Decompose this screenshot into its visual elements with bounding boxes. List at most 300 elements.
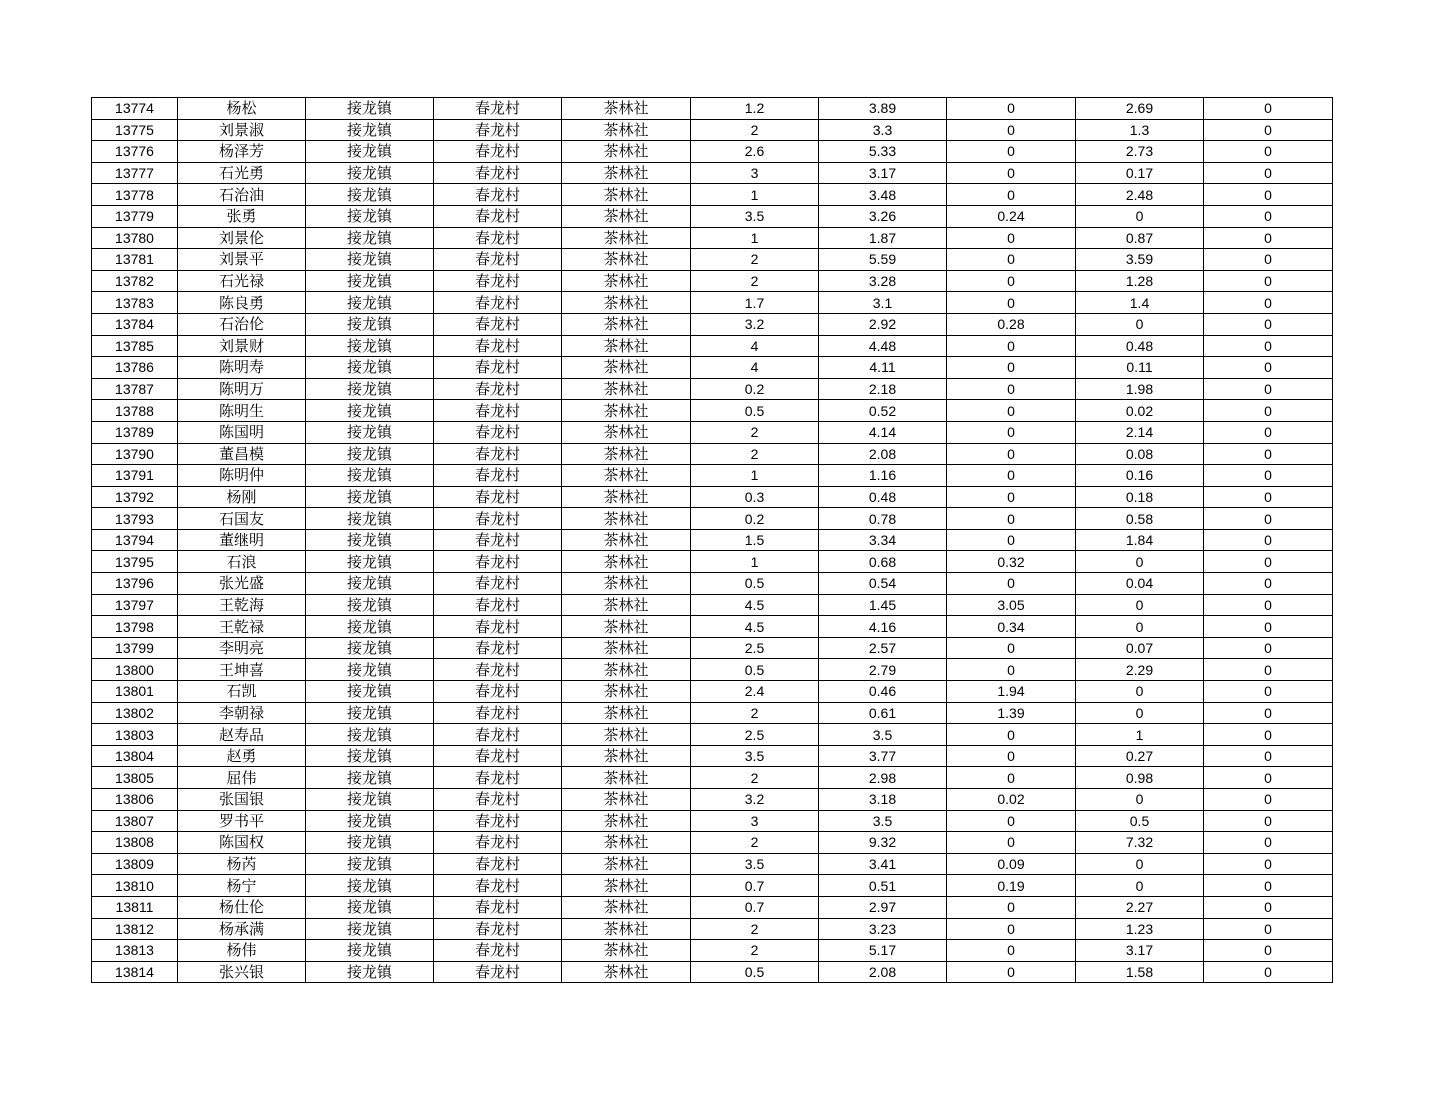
group-cell: 茶林社 xyxy=(562,681,691,703)
value3-cell: 0 xyxy=(947,724,1076,746)
town-cell: 接龙镇 xyxy=(306,659,434,681)
id-cell: 13775 xyxy=(92,119,178,141)
value4-cell: 0 xyxy=(1076,702,1204,724)
group-cell: 茶林社 xyxy=(562,875,691,897)
value2-cell: 3.5 xyxy=(819,724,947,746)
value1-cell: 4.5 xyxy=(691,594,819,616)
town-cell: 接龙镇 xyxy=(306,141,434,163)
id-cell: 13790 xyxy=(92,443,178,465)
name-cell: 陈明仲 xyxy=(178,465,306,487)
village-cell: 春龙村 xyxy=(434,961,562,983)
name-cell: 杨仕伦 xyxy=(178,896,306,918)
value5-cell: 0 xyxy=(1204,681,1333,703)
id-cell: 13814 xyxy=(92,961,178,983)
value2-cell: 3.23 xyxy=(819,918,947,940)
value1-cell: 3.5 xyxy=(691,853,819,875)
town-cell: 接龙镇 xyxy=(306,551,434,573)
group-cell: 茶林社 xyxy=(562,119,691,141)
id-cell: 13791 xyxy=(92,465,178,487)
village-cell: 春龙村 xyxy=(434,249,562,271)
name-cell: 石光勇 xyxy=(178,162,306,184)
value3-cell: 0.02 xyxy=(947,789,1076,811)
value3-cell: 0 xyxy=(947,637,1076,659)
group-cell: 茶林社 xyxy=(562,141,691,163)
value4-cell: 2.29 xyxy=(1076,659,1204,681)
village-cell: 春龙村 xyxy=(434,573,562,595)
value1-cell: 2.4 xyxy=(691,681,819,703)
name-cell: 赵寿品 xyxy=(178,724,306,746)
name-cell: 石光禄 xyxy=(178,270,306,292)
value2-cell: 0.54 xyxy=(819,573,947,595)
value1-cell: 0.7 xyxy=(691,875,819,897)
table-row xyxy=(92,961,1333,983)
id-cell: 13803 xyxy=(92,724,178,746)
table-body xyxy=(92,98,1333,983)
value3-cell: 0 xyxy=(947,141,1076,163)
value5-cell: 0 xyxy=(1204,357,1333,379)
value1-cell: 1.7 xyxy=(691,292,819,314)
value5-cell: 0 xyxy=(1204,292,1333,314)
value1-cell: 2 xyxy=(691,767,819,789)
value4-cell: 1 xyxy=(1076,724,1204,746)
id-cell: 13789 xyxy=(92,421,178,443)
town-cell: 接龙镇 xyxy=(306,465,434,487)
value5-cell: 0 xyxy=(1204,335,1333,357)
name-cell: 石治油 xyxy=(178,184,306,206)
group-cell: 茶林社 xyxy=(562,637,691,659)
value2-cell: 2.08 xyxy=(819,443,947,465)
town-cell: 接龙镇 xyxy=(306,853,434,875)
table-row xyxy=(92,724,1333,746)
village-cell: 春龙村 xyxy=(434,184,562,206)
value5-cell: 0 xyxy=(1204,98,1333,120)
table-row xyxy=(92,573,1333,595)
value1-cell: 2 xyxy=(691,249,819,271)
town-cell: 接龙镇 xyxy=(306,702,434,724)
value3-cell: 0 xyxy=(947,292,1076,314)
value3-cell: 0 xyxy=(947,810,1076,832)
town-cell: 接龙镇 xyxy=(306,249,434,271)
value5-cell: 0 xyxy=(1204,529,1333,551)
value2-cell: 3.34 xyxy=(819,529,947,551)
id-cell: 13812 xyxy=(92,918,178,940)
value2-cell: 3.17 xyxy=(819,162,947,184)
town-cell: 接龙镇 xyxy=(306,810,434,832)
value5-cell: 0 xyxy=(1204,832,1333,854)
name-cell: 陈良勇 xyxy=(178,292,306,314)
value2-cell: 9.32 xyxy=(819,832,947,854)
value1-cell: 1.2 xyxy=(691,98,819,120)
group-cell: 茶林社 xyxy=(562,227,691,249)
value2-cell: 3.5 xyxy=(819,810,947,832)
id-cell: 13799 xyxy=(92,637,178,659)
value5-cell: 0 xyxy=(1204,875,1333,897)
value3-cell: 0.19 xyxy=(947,875,1076,897)
name-cell: 陈明寿 xyxy=(178,357,306,379)
group-cell: 茶林社 xyxy=(562,659,691,681)
table-row xyxy=(92,400,1333,422)
value1-cell: 1 xyxy=(691,465,819,487)
name-cell: 石浪 xyxy=(178,551,306,573)
value3-cell: 0 xyxy=(947,832,1076,854)
id-cell: 13804 xyxy=(92,745,178,767)
id-cell: 13801 xyxy=(92,681,178,703)
value4-cell: 1.58 xyxy=(1076,961,1204,983)
town-cell: 接龙镇 xyxy=(306,961,434,983)
id-cell: 13778 xyxy=(92,184,178,206)
table-row xyxy=(92,551,1333,573)
village-cell: 春龙村 xyxy=(434,551,562,573)
value1-cell: 2.5 xyxy=(691,724,819,746)
value4-cell: 0 xyxy=(1076,594,1204,616)
value3-cell: 0 xyxy=(947,378,1076,400)
id-cell: 13774 xyxy=(92,98,178,120)
value5-cell: 0 xyxy=(1204,400,1333,422)
group-cell: 茶林社 xyxy=(562,421,691,443)
id-cell: 13783 xyxy=(92,292,178,314)
value1-cell: 2 xyxy=(691,119,819,141)
value5-cell: 0 xyxy=(1204,853,1333,875)
village-cell: 春龙村 xyxy=(434,896,562,918)
name-cell: 石治伦 xyxy=(178,313,306,335)
id-cell: 13782 xyxy=(92,270,178,292)
value2-cell: 0.52 xyxy=(819,400,947,422)
name-cell: 刘景平 xyxy=(178,249,306,271)
value5-cell: 0 xyxy=(1204,162,1333,184)
value2-cell: 1.45 xyxy=(819,594,947,616)
value1-cell: 0.5 xyxy=(691,400,819,422)
value3-cell: 0 xyxy=(947,918,1076,940)
value4-cell: 0.18 xyxy=(1076,486,1204,508)
value2-cell: 3.41 xyxy=(819,853,947,875)
value5-cell: 0 xyxy=(1204,421,1333,443)
id-cell: 13798 xyxy=(92,616,178,638)
table-row xyxy=(92,227,1333,249)
name-cell: 刘景淑 xyxy=(178,119,306,141)
value5-cell: 0 xyxy=(1204,508,1333,530)
town-cell: 接龙镇 xyxy=(306,313,434,335)
group-cell: 茶林社 xyxy=(562,357,691,379)
name-cell: 李朝禄 xyxy=(178,702,306,724)
table-row xyxy=(92,249,1333,271)
name-cell: 李明亮 xyxy=(178,637,306,659)
table-row xyxy=(92,205,1333,227)
value5-cell: 0 xyxy=(1204,637,1333,659)
value1-cell: 2 xyxy=(691,270,819,292)
id-cell: 13793 xyxy=(92,508,178,530)
name-cell: 张兴银 xyxy=(178,961,306,983)
value5-cell: 0 xyxy=(1204,270,1333,292)
value2-cell: 0.46 xyxy=(819,681,947,703)
value4-cell: 1.98 xyxy=(1076,378,1204,400)
value3-cell: 0.24 xyxy=(947,205,1076,227)
town-cell: 接龙镇 xyxy=(306,573,434,595)
name-cell: 陈明万 xyxy=(178,378,306,400)
group-cell: 茶林社 xyxy=(562,335,691,357)
village-cell: 春龙村 xyxy=(434,205,562,227)
id-cell: 13802 xyxy=(92,702,178,724)
value3-cell: 0 xyxy=(947,98,1076,120)
value4-cell: 0 xyxy=(1076,789,1204,811)
id-cell: 13777 xyxy=(92,162,178,184)
value2-cell: 3.3 xyxy=(819,119,947,141)
value4-cell: 0 xyxy=(1076,875,1204,897)
value1-cell: 3.5 xyxy=(691,745,819,767)
village-cell: 春龙村 xyxy=(434,940,562,962)
village-cell: 春龙村 xyxy=(434,313,562,335)
value5-cell: 0 xyxy=(1204,465,1333,487)
village-cell: 春龙村 xyxy=(434,162,562,184)
value2-cell: 0.51 xyxy=(819,875,947,897)
id-cell: 13796 xyxy=(92,573,178,595)
value5-cell: 0 xyxy=(1204,810,1333,832)
table-row xyxy=(92,767,1333,789)
value1-cell: 2 xyxy=(691,832,819,854)
group-cell: 茶林社 xyxy=(562,508,691,530)
group-cell: 茶林社 xyxy=(562,616,691,638)
value3-cell: 0 xyxy=(947,573,1076,595)
value4-cell: 1.28 xyxy=(1076,270,1204,292)
town-cell: 接龙镇 xyxy=(306,443,434,465)
town-cell: 接龙镇 xyxy=(306,594,434,616)
town-cell: 接龙镇 xyxy=(306,875,434,897)
value3-cell: 0 xyxy=(947,465,1076,487)
id-cell: 13811 xyxy=(92,896,178,918)
village-cell: 春龙村 xyxy=(434,637,562,659)
name-cell: 刘景财 xyxy=(178,335,306,357)
name-cell: 王乾海 xyxy=(178,594,306,616)
id-cell: 13787 xyxy=(92,378,178,400)
value3-cell: 1.94 xyxy=(947,681,1076,703)
value1-cell: 2.6 xyxy=(691,141,819,163)
town-cell: 接龙镇 xyxy=(306,896,434,918)
village-cell: 春龙村 xyxy=(434,832,562,854)
value4-cell: 2.73 xyxy=(1076,141,1204,163)
value3-cell: 0 xyxy=(947,400,1076,422)
value5-cell: 0 xyxy=(1204,896,1333,918)
data-table xyxy=(91,97,1333,983)
value4-cell: 0.27 xyxy=(1076,745,1204,767)
group-cell: 茶林社 xyxy=(562,98,691,120)
name-cell: 石国友 xyxy=(178,508,306,530)
value2-cell: 1.87 xyxy=(819,227,947,249)
value4-cell: 0 xyxy=(1076,681,1204,703)
village-cell: 春龙村 xyxy=(434,616,562,638)
table-row xyxy=(92,465,1333,487)
table-row xyxy=(92,270,1333,292)
town-cell: 接龙镇 xyxy=(306,508,434,530)
id-cell: 13807 xyxy=(92,810,178,832)
value3-cell: 0 xyxy=(947,227,1076,249)
value4-cell: 0.08 xyxy=(1076,443,1204,465)
group-cell: 茶林社 xyxy=(562,702,691,724)
value5-cell: 0 xyxy=(1204,745,1333,767)
id-cell: 13780 xyxy=(92,227,178,249)
value3-cell: 0 xyxy=(947,767,1076,789)
value3-cell: 0.32 xyxy=(947,551,1076,573)
id-cell: 13795 xyxy=(92,551,178,573)
value1-cell: 2.5 xyxy=(691,637,819,659)
value5-cell: 0 xyxy=(1204,119,1333,141)
value3-cell: 0 xyxy=(947,745,1076,767)
value1-cell: 0.7 xyxy=(691,896,819,918)
value4-cell: 2.48 xyxy=(1076,184,1204,206)
value1-cell: 0.5 xyxy=(691,573,819,595)
group-cell: 茶林社 xyxy=(562,205,691,227)
town-cell: 接龙镇 xyxy=(306,227,434,249)
value3-cell: 0 xyxy=(947,421,1076,443)
town-cell: 接龙镇 xyxy=(306,98,434,120)
value2-cell: 0.48 xyxy=(819,486,947,508)
village-cell: 春龙村 xyxy=(434,594,562,616)
value5-cell: 0 xyxy=(1204,616,1333,638)
village-cell: 春龙村 xyxy=(434,400,562,422)
town-cell: 接龙镇 xyxy=(306,789,434,811)
village-cell: 春龙村 xyxy=(434,508,562,530)
table-row xyxy=(92,832,1333,854)
value3-cell: 0.28 xyxy=(947,313,1076,335)
town-cell: 接龙镇 xyxy=(306,940,434,962)
town-cell: 接龙镇 xyxy=(306,119,434,141)
id-cell: 13786 xyxy=(92,357,178,379)
value1-cell: 1 xyxy=(691,551,819,573)
value4-cell: 0.07 xyxy=(1076,637,1204,659)
value2-cell: 0.68 xyxy=(819,551,947,573)
town-cell: 接龙镇 xyxy=(306,724,434,746)
value4-cell: 0.98 xyxy=(1076,767,1204,789)
id-cell: 13785 xyxy=(92,335,178,357)
group-cell: 茶林社 xyxy=(562,573,691,595)
value3-cell: 3.05 xyxy=(947,594,1076,616)
value1-cell: 2 xyxy=(691,702,819,724)
value5-cell: 0 xyxy=(1204,789,1333,811)
value2-cell: 4.16 xyxy=(819,616,947,638)
name-cell: 陈国明 xyxy=(178,421,306,443)
value5-cell: 0 xyxy=(1204,486,1333,508)
name-cell: 石凯 xyxy=(178,681,306,703)
table-row xyxy=(92,184,1333,206)
id-cell: 13792 xyxy=(92,486,178,508)
value4-cell: 1.84 xyxy=(1076,529,1204,551)
value2-cell: 3.77 xyxy=(819,745,947,767)
value4-cell: 2.69 xyxy=(1076,98,1204,120)
group-cell: 茶林社 xyxy=(562,961,691,983)
group-cell: 茶林社 xyxy=(562,184,691,206)
value4-cell: 0.5 xyxy=(1076,810,1204,832)
value5-cell: 0 xyxy=(1204,443,1333,465)
value5-cell: 0 xyxy=(1204,313,1333,335)
village-cell: 春龙村 xyxy=(434,659,562,681)
value4-cell: 3.59 xyxy=(1076,249,1204,271)
table-row xyxy=(92,681,1333,703)
group-cell: 茶林社 xyxy=(562,529,691,551)
value4-cell: 0.17 xyxy=(1076,162,1204,184)
table-row xyxy=(92,745,1333,767)
group-cell: 茶林社 xyxy=(562,940,691,962)
value3-cell: 0.34 xyxy=(947,616,1076,638)
town-cell: 接龙镇 xyxy=(306,767,434,789)
group-cell: 茶林社 xyxy=(562,745,691,767)
town-cell: 接龙镇 xyxy=(306,378,434,400)
village-cell: 春龙村 xyxy=(434,745,562,767)
group-cell: 茶林社 xyxy=(562,594,691,616)
town-cell: 接龙镇 xyxy=(306,335,434,357)
value1-cell: 2 xyxy=(691,940,819,962)
value4-cell: 0.48 xyxy=(1076,335,1204,357)
value1-cell: 4.5 xyxy=(691,616,819,638)
value5-cell: 0 xyxy=(1204,594,1333,616)
town-cell: 接龙镇 xyxy=(306,745,434,767)
village-cell: 春龙村 xyxy=(434,335,562,357)
group-cell: 茶林社 xyxy=(562,400,691,422)
value3-cell: 0 xyxy=(947,249,1076,271)
id-cell: 13788 xyxy=(92,400,178,422)
table-row xyxy=(92,702,1333,724)
table-row xyxy=(92,313,1333,335)
id-cell: 13813 xyxy=(92,940,178,962)
village-cell: 春龙村 xyxy=(434,292,562,314)
value4-cell: 0.58 xyxy=(1076,508,1204,530)
village-cell: 春龙村 xyxy=(434,270,562,292)
value4-cell: 0.87 xyxy=(1076,227,1204,249)
town-cell: 接龙镇 xyxy=(306,681,434,703)
value1-cell: 0.2 xyxy=(691,378,819,400)
name-cell: 王坤喜 xyxy=(178,659,306,681)
value4-cell: 2.27 xyxy=(1076,896,1204,918)
village-cell: 春龙村 xyxy=(434,486,562,508)
town-cell: 接龙镇 xyxy=(306,292,434,314)
value4-cell: 2.14 xyxy=(1076,421,1204,443)
village-cell: 春龙村 xyxy=(434,98,562,120)
group-cell: 茶林社 xyxy=(562,551,691,573)
value5-cell: 0 xyxy=(1204,940,1333,962)
table-row xyxy=(92,443,1333,465)
group-cell: 茶林社 xyxy=(562,767,691,789)
village-cell: 春龙村 xyxy=(434,378,562,400)
value5-cell: 0 xyxy=(1204,659,1333,681)
name-cell: 张光盛 xyxy=(178,573,306,595)
value3-cell: 0 xyxy=(947,961,1076,983)
name-cell: 杨宁 xyxy=(178,875,306,897)
village-cell: 春龙村 xyxy=(434,443,562,465)
value3-cell: 0 xyxy=(947,486,1076,508)
group-cell: 茶林社 xyxy=(562,853,691,875)
value2-cell: 3.18 xyxy=(819,789,947,811)
value4-cell: 0 xyxy=(1076,616,1204,638)
name-cell: 杨承满 xyxy=(178,918,306,940)
name-cell: 董继明 xyxy=(178,529,306,551)
village-cell: 春龙村 xyxy=(434,119,562,141)
town-cell: 接龙镇 xyxy=(306,205,434,227)
id-cell: 13805 xyxy=(92,767,178,789)
group-cell: 茶林社 xyxy=(562,832,691,854)
value3-cell: 0 xyxy=(947,529,1076,551)
name-cell: 赵勇 xyxy=(178,745,306,767)
table-row xyxy=(92,637,1333,659)
village-cell: 春龙村 xyxy=(434,853,562,875)
value3-cell: 1.39 xyxy=(947,702,1076,724)
group-cell: 茶林社 xyxy=(562,918,691,940)
value4-cell: 7.32 xyxy=(1076,832,1204,854)
group-cell: 茶林社 xyxy=(562,465,691,487)
village-cell: 春龙村 xyxy=(434,789,562,811)
value1-cell: 2 xyxy=(691,421,819,443)
village-cell: 春龙村 xyxy=(434,529,562,551)
name-cell: 罗书平 xyxy=(178,810,306,832)
table-row xyxy=(92,508,1333,530)
town-cell: 接龙镇 xyxy=(306,184,434,206)
name-cell: 杨刚 xyxy=(178,486,306,508)
